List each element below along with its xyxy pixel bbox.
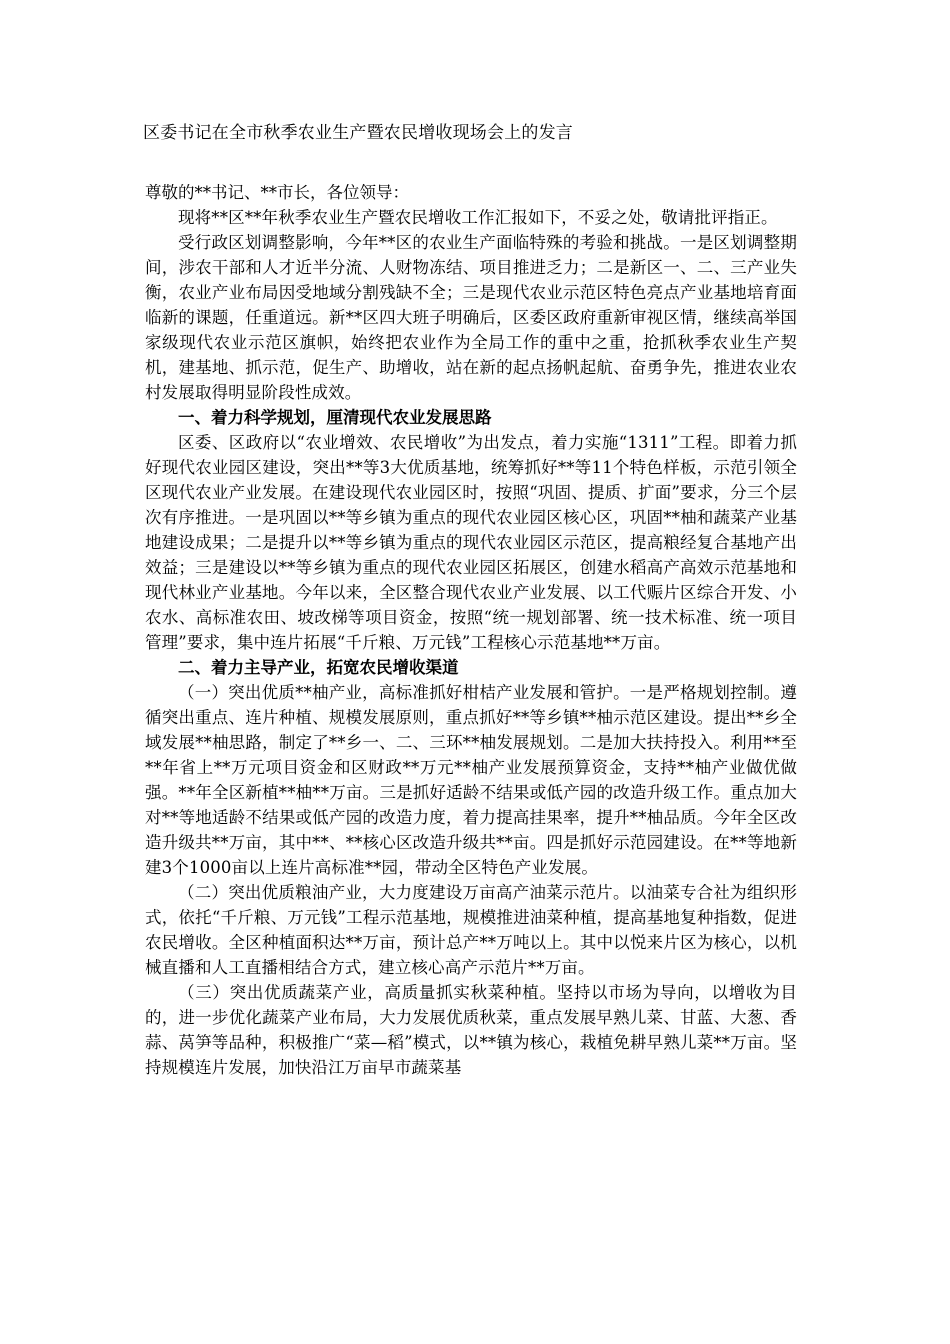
document-title: 区委书记在全市秋季农业生产暨农民增收现场会上的发言 [143,123,573,143]
document-page [145,120,797,1080]
body-paragraph: （三）突出优质蔬菜产业，高质量抓实秋菜种植。坚持以市场为导向，以增收为目的，进一步优化蔬菜产业布局，大力发展优质秋菜，重点发展早熟儿菜、甘蓝、大葱、香蒜、莴笋等品种，积极推广“菜—稻”模式，以**镇为核心，栽植免耕早熟儿菜**万亩。坚持规模连片发展，加快沿江万亩早市蔬菜基 [145,983,797,1077]
body-paragraph: 现将**区**年秋季农业生产暨农民增收工作汇报如下，不妥之处，敬请批评指正。 [178,208,778,227]
section-heading: 一、着力科学规划，厘清现代农业发展思路 [178,408,492,427]
body-paragraph: 区委、区政府以“农业增效、农民增收”为出发点，着力实施“1311”工程。即着力抓好现代农业园区建设，突出**等3大优质基地，统筹抓好**等11个特色样板，示范引领全区现代农业产业发展。在建设现代农业园区时，按照“巩固、提质、扩面”要求，分三个层次有序推进。一是巩固以**等乡镇为重点的现代农业园区核心区，巩固**柚和蔬菜产业基地建设成果；二是提升以**等乡镇为重点的现代农业园区示范区，提高粮经复合基地产出效益；三是建设以**等乡镇为重点的现代农业园区拓展区，创建水稻高产高效示范基地和现代林业产业基地。今年以来，全区整合现代农业产业发展、以工代赈片区综合开发、小农水、高标准农田、坡改梯等项目资金，按照“统一规划部署、统一技术标准、统一项目管理”要求，集中连片拓展“千斤粮、万元钱”工程核心示范基地**万亩。 [145,433,797,652]
section-heading: 二、着力主导产业，拓宽农民增收渠道 [178,658,459,677]
body-paragraph: （二）突出优质粮油产业，大力度建设万亩高产油菜示范片。以油菜专合社为组织形式，依托“千斤粮、万元钱”工程示范基地，规模推进油菜种植，提高基地复种指数，促进农民增收。全区种植面积达**万亩，预计总产**万吨以上。其中以悦来片区为核心，以机械直播和人工直播相结合方式，建立核心高产示范片**万亩。 [145,883,797,977]
body-paragraph: （一）突出优质**柚产业，高标准抓好柑桔产业发展和管护。一是严格规划控制。遵循突出重点、连片种植、规模发展原则，重点抓好**等乡镇**柚示范区建设。提出**乡全域发展**柚思路，制定了**乡一、二、三环**柚发展规划。二是加大扶持投入。利用**至**年省上**万元项目资金和区财政**万元**柚产业发展预算资金，支持**柚产业做优做强。**年全区新植**柚**万亩。三是抓好适龄不结果或低产园的改造升级工作。重点加大对**等地适龄不结果或低产园的改造力度，着力提高挂果率，提升**柚品质。今年全区改造升级共**万亩，其中**、**核心区改造升级共**亩。四是抓好示范园建设。在**等地新建3个1000亩以上连片高标准**园，带动全区特色产业发展。 [145,683,797,877]
salutation: 尊敬的**书记、**市长，各位领导： [145,183,409,202]
body-paragraph: 受行政区划调整影响，今年**区的农业生产面临特殊的考验和挑战。一是区划调整期间，涉农干部和人才近半分流、人财物冻结、项目推进乏力；二是新区一、二、三产业失衡，农业产业布局因受地域分割残缺不全；三是现代农业示范区特色亮点产业基地培育面临新的课题，任重道远。新**区四大班子明确后，区委区政府重新审视区情，继续高举国家级现代农业示范区旗帜，始终把农业作为全局工作的重中之重，抢抓秋季农业生产契机，建基地、抓示范，促生产、助增收，站在新的起点扬帆起航、奋勇争先，推进农业农村发展取得明显阶段性成效。 [145,233,797,402]
